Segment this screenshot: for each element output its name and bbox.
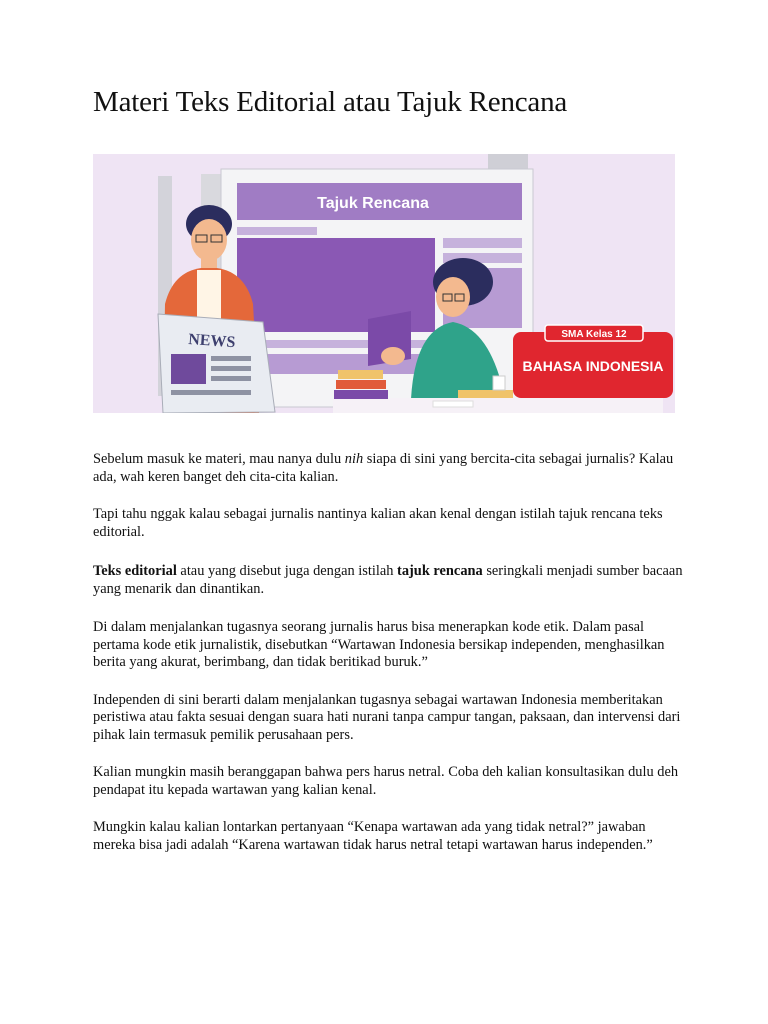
book-stack [338, 370, 383, 379]
paragraph-3-text: atau yang disebut juga dengan istilah [176, 563, 398, 579]
header-illustration [93, 154, 675, 413]
news-label: NEWS [187, 331, 236, 352]
paragraph-1 [93, 451, 683, 486]
term-teks-editorial: Teks editorial [93, 563, 177, 579]
paragraph-2: Tapi tahu nggak kalau sebagai jurnalis nantinya kalian akan kenal dengan istilah tajuk rencana teks editorial. [93, 506, 663, 540]
newspaper-line [443, 238, 522, 248]
desk [333, 398, 663, 413]
paragraph-1-text-end: siapa di sini yang bercita-cita sebagai jurnalis? Kalau ada, wah keren banget deh cita-cita kalian. [93, 451, 674, 485]
paper-sheet [433, 401, 473, 407]
news-line [171, 390, 251, 395]
page-title: Materi Teks Editorial atau Tajuk Rencana [93, 86, 568, 118]
paragraph-1-emphasis: nih [344, 451, 364, 467]
term-tajuk-rencana: tajuk rencana [397, 563, 483, 579]
paragraph-7: Mungkin kalau kalian lontarkan pertanyaan “Kenapa wartawan ada yang tidak netral?” jawaban mereka bisa jadi adalah “Karena wartawan tidak harus netral tetapi wartawan harus independen.” [93, 819, 653, 853]
book-stack [336, 380, 386, 389]
subject-label: BAHASA INDONESIA [522, 358, 664, 374]
newspaper-heading: Tajuk Rencana [317, 195, 429, 212]
woman-face [436, 277, 470, 317]
book-stack [458, 390, 513, 398]
article-body [93, 451, 683, 871]
paragraph-6: Kalian mungkin masih beranggapan bahwa pers harus netral. Coba deh kalian konsultasikan dulu deh pendapat itu kepada wartawan yang kalian kenal. [93, 764, 679, 798]
class-label: SMA Kelas 12 [561, 329, 627, 340]
book-stack [334, 390, 388, 399]
paragraph-3 [93, 563, 683, 598]
cup [493, 376, 505, 390]
news-photo [171, 354, 206, 384]
newspaper-line [237, 227, 317, 235]
woman-hand [381, 347, 405, 365]
news-line [211, 356, 251, 361]
news-line [211, 366, 251, 371]
illustration-svg [93, 154, 675, 413]
paragraph-4: Di dalam menjalankan tugasnya seorang jurnalis harus bisa menerapkan kode etik. Dalam pasal pertama kode etik jurnalistik, disebutkan “Wartawan Indonesia bersikap independen, menghasilkan berita yang akurat, berimbang, dan tidak beritikad buruk.” [93, 619, 665, 670]
paragraph-3-text-end: seringkali menjadi sumber bacaan yang menarik dan dinantikan. [93, 563, 683, 597]
paragraph-1-text: Sebelum masuk ke materi, mau nanya dulu [93, 451, 345, 467]
news-line [211, 376, 251, 381]
paragraph-5: Independen di sini berarti dalam menjalankan tugasnya sebagai wartawan Indonesia memberitakan peristiwa atau fakta sesuai dengan suara hati nurani tanpa campur tangan, paksaan, dan intervensi dari pihak lain termasuk pemilik perusahaan pers. [93, 691, 681, 743]
